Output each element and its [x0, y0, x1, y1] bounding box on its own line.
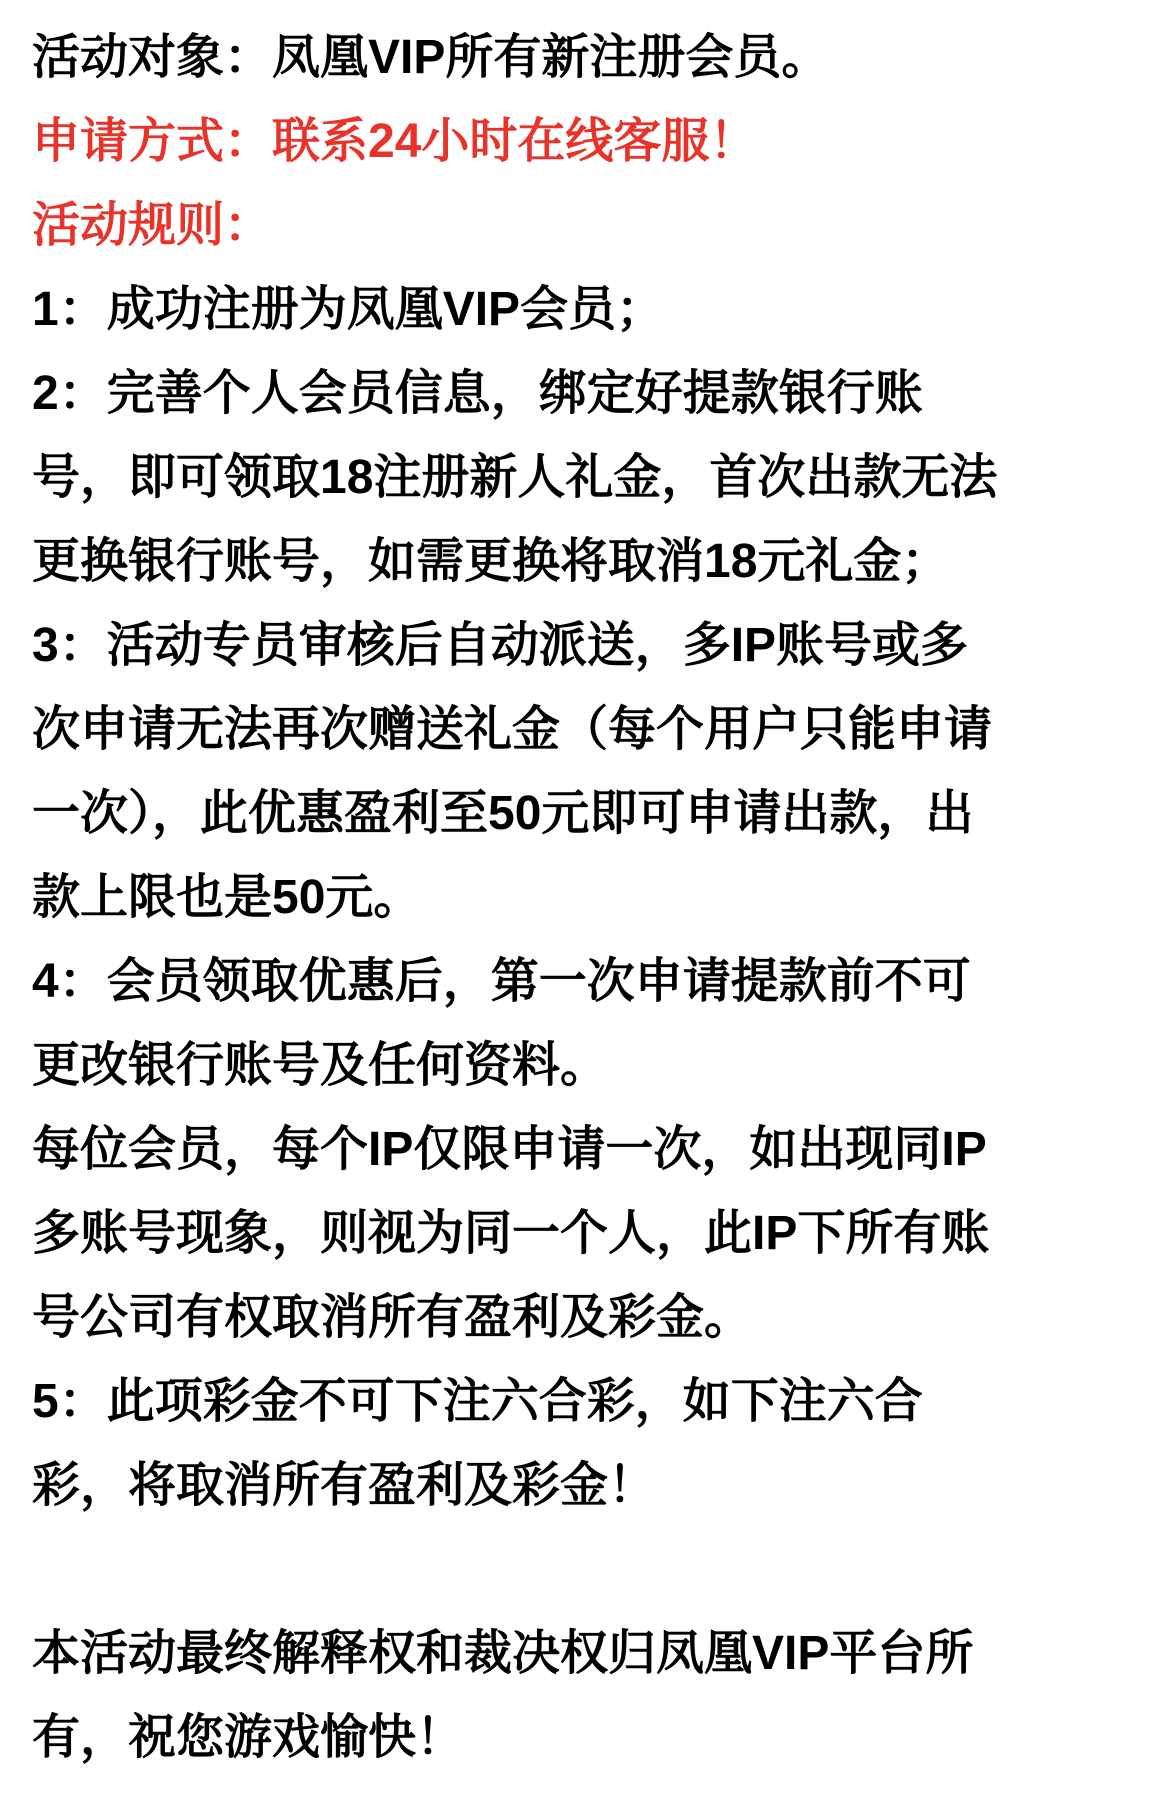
rule-5-line-2: 彩，将取消所有盈利及彩金！ [32, 1459, 657, 1512]
paragraph-gap [32, 1528, 1150, 1612]
ip-policy-line-2: 多账号现象，则视为同一个人，此IP下所有账 [32, 1207, 990, 1260]
ip-policy-line-1: 每位会员，每个IP仅限申请一次，如出现同IP [32, 1123, 987, 1176]
rule-3-line-1: 3：活动专员审核后自动派送，多IP账号或多 [32, 619, 969, 672]
rule-3-line-4: 款上限也是50元。 [32, 871, 422, 924]
footer-disclaimer-line-2: 有，祝您游戏愉快！ [32, 1711, 465, 1764]
rule-2-line-1: 2：完善个人会员信息，绑定好提款银行账 [32, 367, 923, 420]
rules-heading: 活动规则： [32, 199, 273, 252]
apply-method-line: 申请方式：联系24小时在线客服！ [32, 115, 758, 168]
footer-disclaimer-line-1: 本活动最终解释权和裁决权归凤凰VIP平台所 [32, 1627, 974, 1680]
rule-4-line-2: 更改银行账号及任何资料。 [32, 1039, 609, 1092]
rule-2-line-3: 更换银行账号，如需更换将取消18元礼金； [32, 535, 950, 588]
rule-3-line-3: 一次），此优惠盈利至50元即可申请出款，出 [32, 787, 974, 840]
ip-policy-line-3: 号公司有权取消所有盈利及彩金。 [32, 1291, 753, 1344]
rule-3-line-2: 次申请无法再次赠送礼金（每个用户只能申请 [32, 703, 993, 756]
rule-2-line-2: 号，即可领取18注册新人礼金，首次出款无法 [32, 451, 998, 504]
activity-target-line: 活动对象：凤凰VIP所有新注册会员。 [32, 31, 830, 84]
rule-5-line-1: 5：此项彩金不可下注六合彩，如下注六合 [32, 1375, 923, 1428]
rule-4-line-1: 4：会员领取优惠后，第一次申请提款前不可 [32, 955, 971, 1008]
rule-1-line: 1：成功注册为凤凰VIP会员； [32, 283, 665, 336]
